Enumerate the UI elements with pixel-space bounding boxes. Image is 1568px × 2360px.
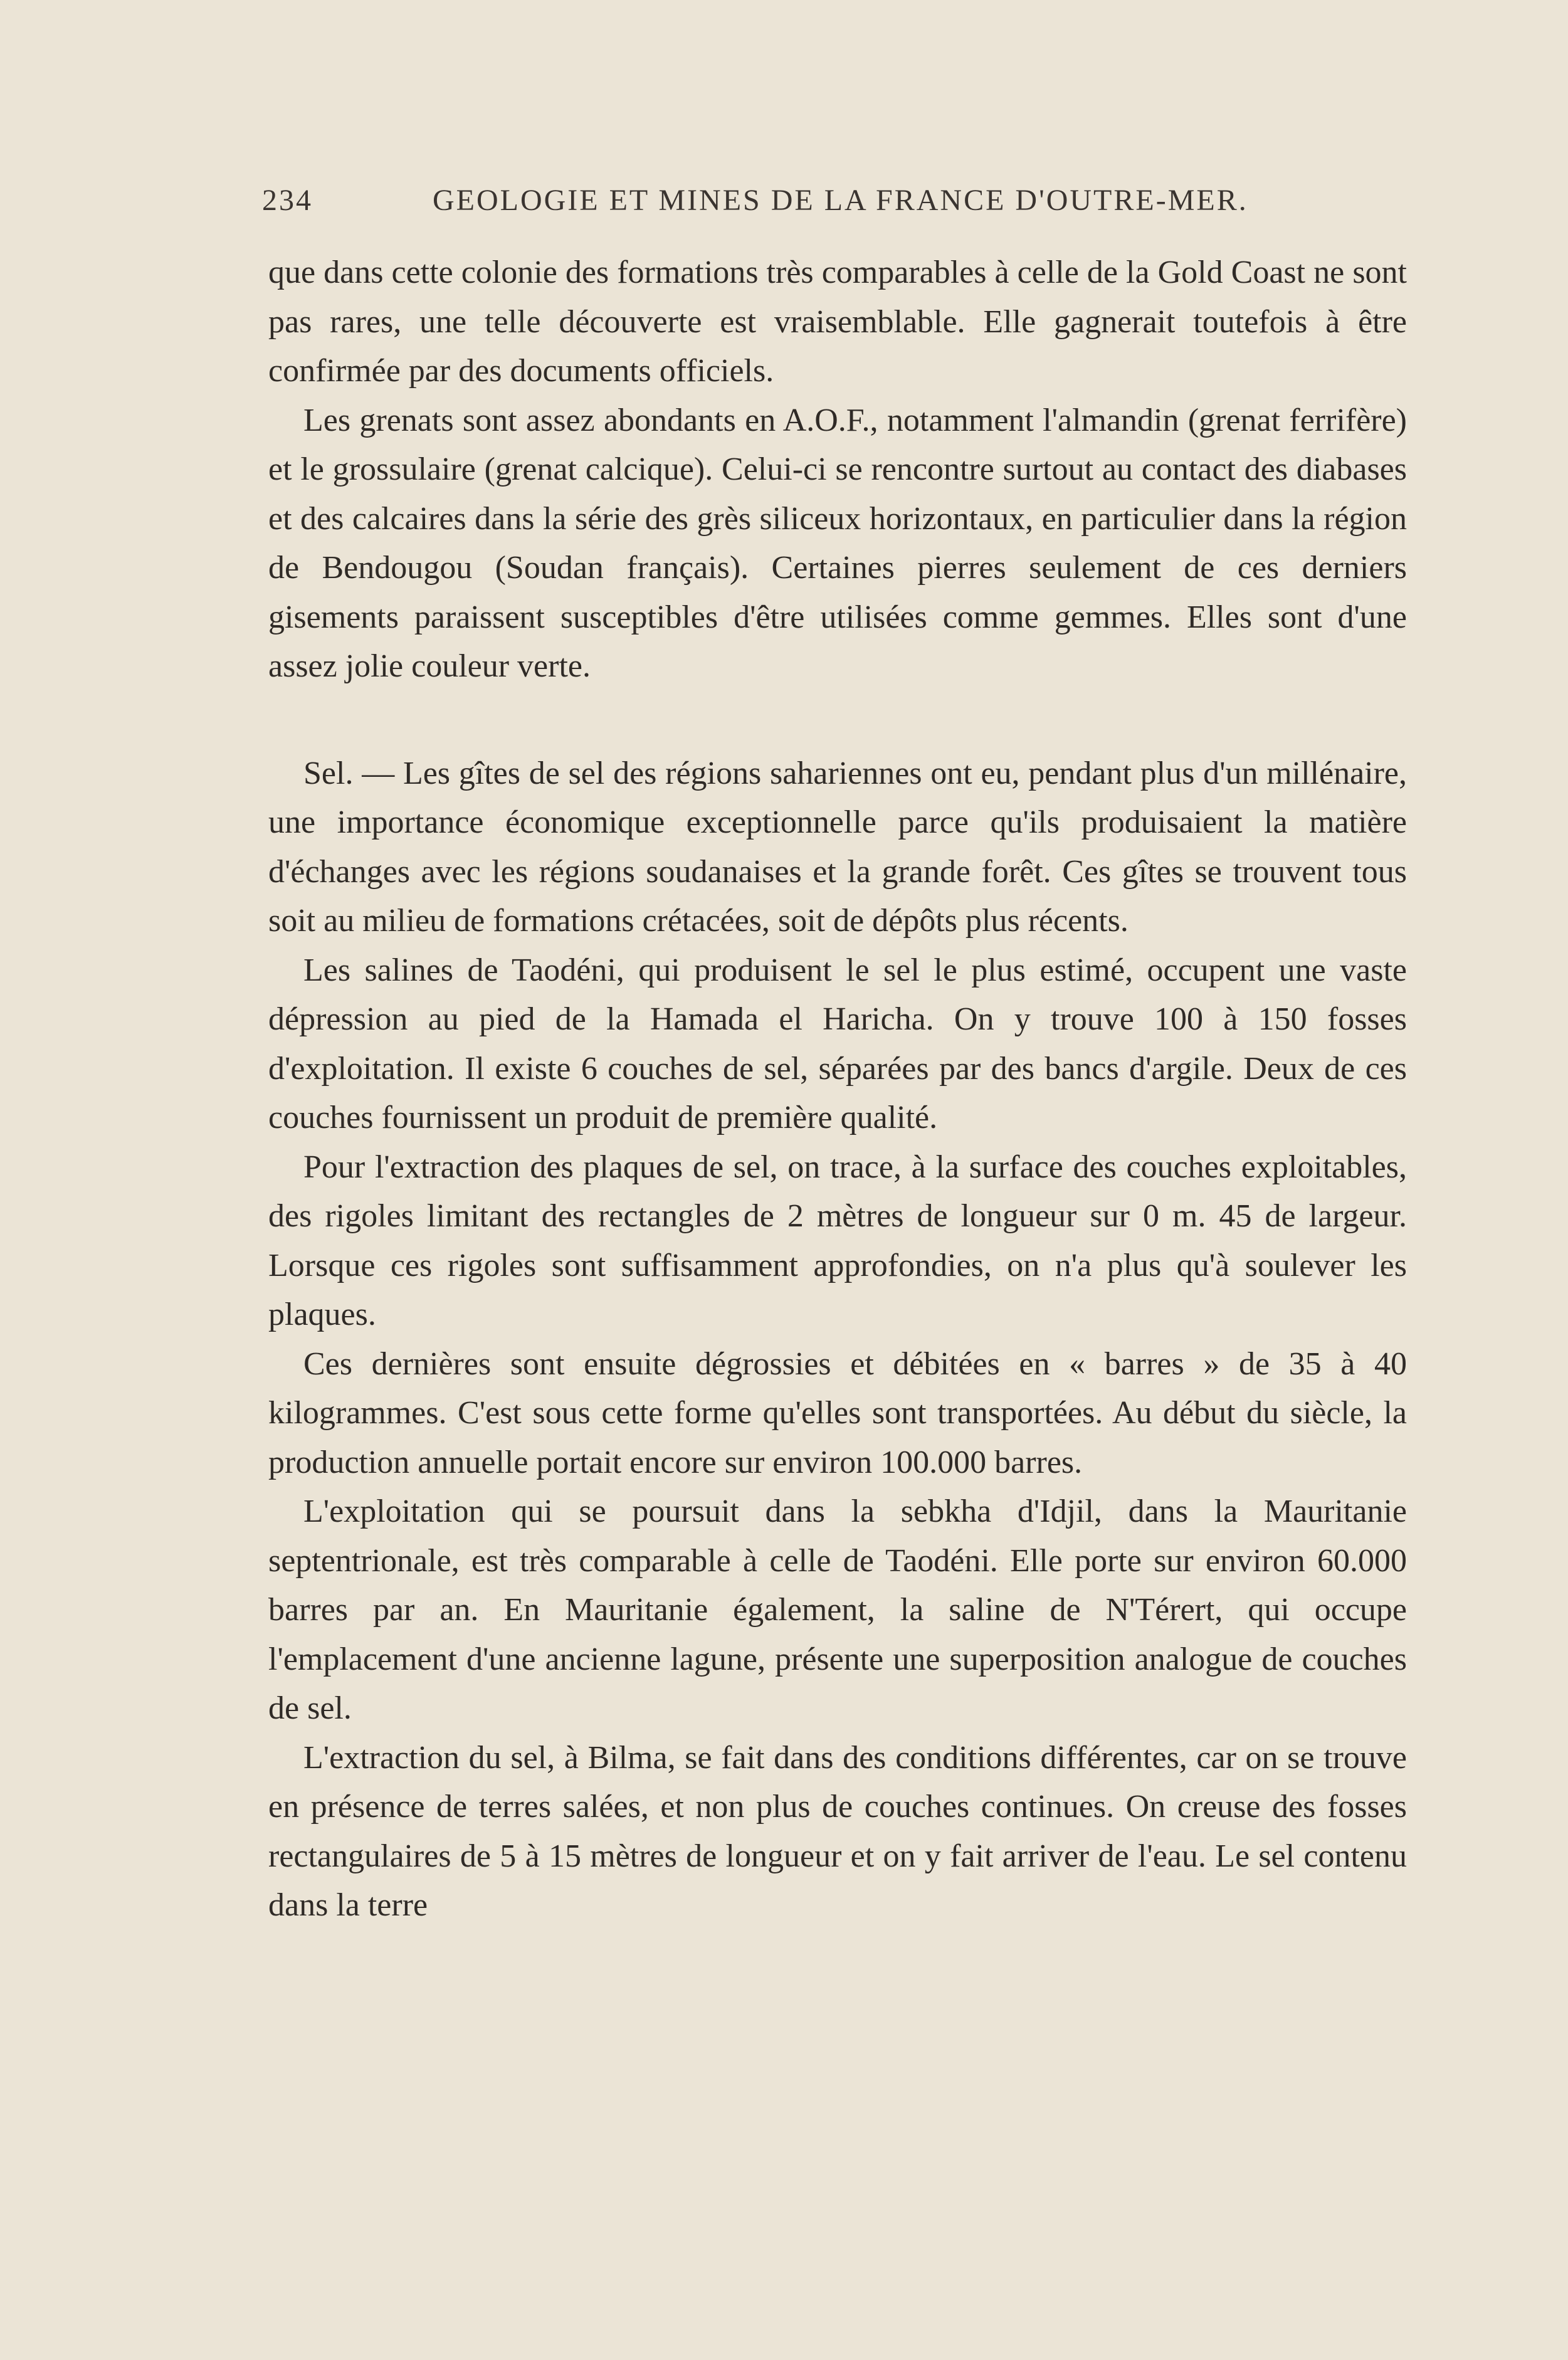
paragraph-barres: Ces dernières sont ensuite dégrossies et débitées en « barres » de 35 à 40 kilogrammes. C'est sous cette forme qu'elles sont transportées. Au début du siècle, la production annuelle portait encore sur environ 100.000 barres.	[268, 1346, 1407, 1480]
paragraph-idjil: L'exploitation qui se poursuit dans la sebkha d'Idjil, dans la Mauritanie septentrionale, est très comparable à celle de Taodéni. Elle porte sur environ 60.000 barres par an. En Mauritanie également, la saline de N'Térert, qui occupe l'emplacement d'une ancienne lagune, présente une superposition analogue de couches de sel.	[268, 1493, 1407, 1726]
paragraph-garnets: Les grenats sont assez abondants en A.O.F., notamment l'almandin (grenat ferrifère) et le grossulaire (grenat calcique). Celui-ci se rencontre surtout au contact des diabases et des calcaires dans la série des grès siliceux horizontaux, en particulier dans la région de Bendougou (Soudan français). Certaines pierres seulement de ces derniers gisements paraissent susceptibles d'être utilisées comme gemmes. Elles sont d'une assez jolie couleur verte.	[268, 402, 1407, 684]
paragraph-bilma: L'extraction du sel, à Bilma, se fait dans des conditions différentes, car on se trouve en présence de terres salées, et non plus de couches continues. On creuse des fosses rectangulaires de 5 à 15 mètres de longueur et on y fait arriver de l'eau. Le sel contenu dans la terre	[268, 1739, 1407, 1923]
body-text	[268, 248, 1407, 1931]
section-spacer	[268, 692, 1407, 749]
paragraph-taodeni: Les salines de Taodéni, qui produisent le sel le plus estimé, occupent une vaste dépression au pied de la Hamada el Haricha. On y trouve 100 à 150 fosses d'exploitation. Il existe 6 couches de sel, séparées par des bancs d'argile. Deux de ces couches fournissent un produit de première qualité.	[268, 952, 1407, 1135]
page-header	[262, 183, 1259, 233]
section-heading: Sel.	[303, 755, 354, 791]
paragraph-extraction: Pour l'extraction des plaques de sel, on trace, à la surface des couches exploitables, des rigoles limitant des rectangles de 2 mètres de longueur sur 0 m. 45 de largeur. Lorsque ces rigoles sont suffisamment approfondies, on n'a plus qu'à soulever les plaques.	[268, 1149, 1407, 1332]
running-title: GEOLOGIE ET MINES DE LA FRANCE D'OUTRE-MER.	[433, 184, 1248, 217]
section-intro-text: — Les gîtes de sel des régions sahariennes ont eu, pendant plus d'un millénaire, une importance économique exceptionnelle parce qu'ils produisaient la matière d'échanges avec les régions soudanaises et la grande forêt. Ces gîtes se trouvent tous soit au milieu de formations crétacées, soit de dépôts plus récents.	[268, 755, 1407, 939]
page-number: 234	[262, 184, 313, 217]
paragraph-continuation: que dans cette colonie des formations très comparables à celle de la Gold Coast ne sont pas rares, une telle découverte est vraisemblable. Elle gagnerait toutefois à être confirmée par des documents officiels.	[268, 255, 1407, 389]
section-salt-intro	[268, 749, 1407, 946]
